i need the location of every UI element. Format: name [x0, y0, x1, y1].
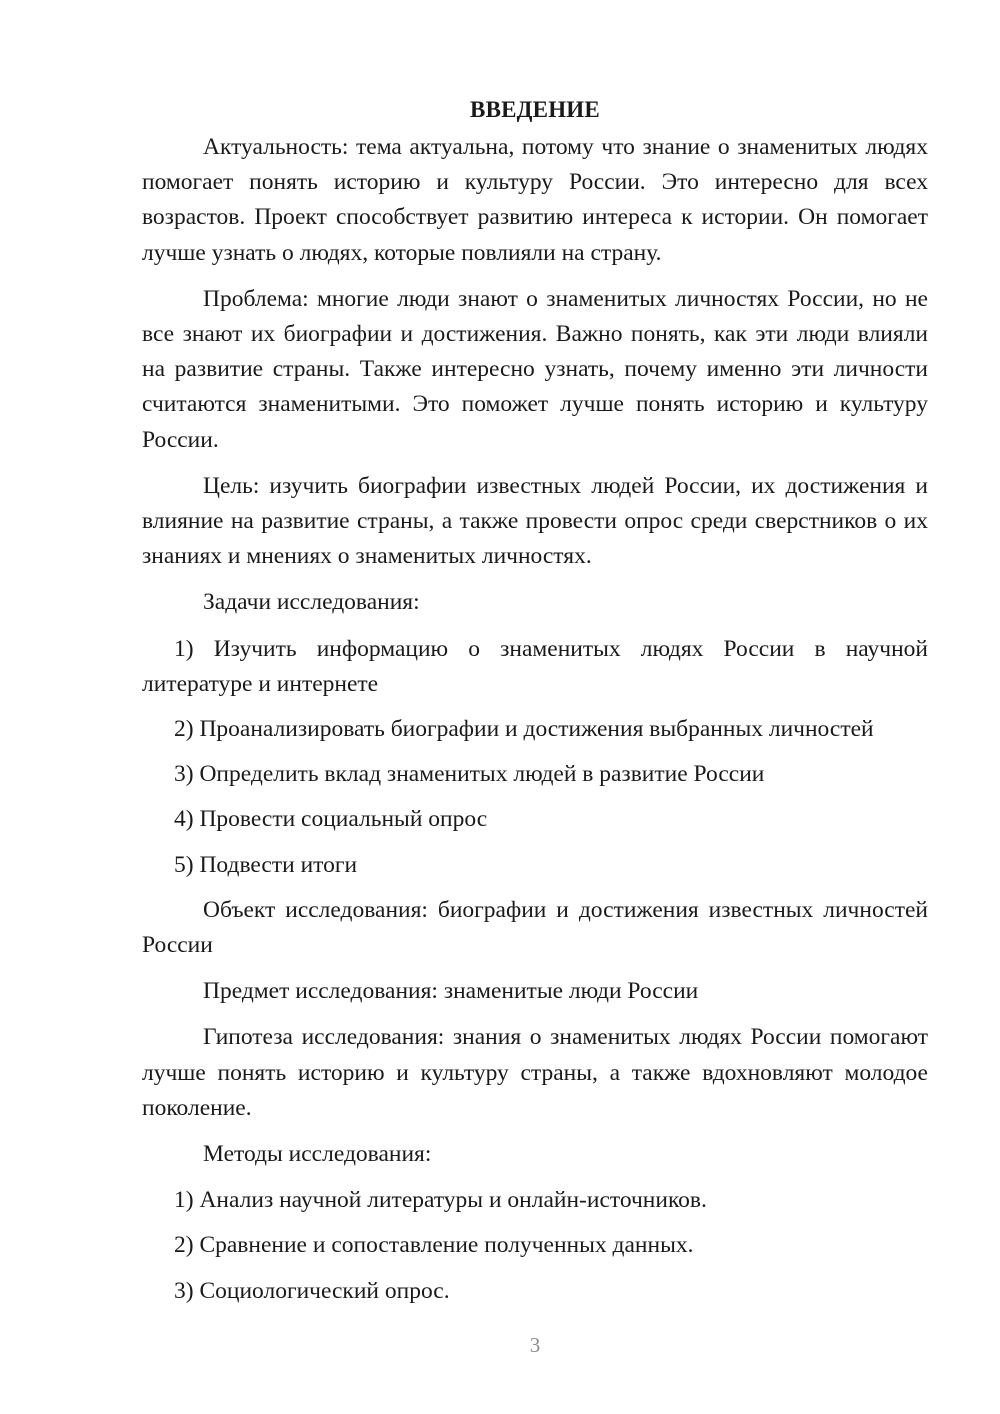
tasks-title: Задачи исследования:	[203, 589, 420, 616]
methods-title: Методы исследования:	[203, 1141, 432, 1168]
task-item-2: 2) Проанализировать биографии и достижения выбранных личностей	[174, 716, 874, 743]
method-item-3: 3) Социологический опрос.	[174, 1277, 450, 1304]
problem-paragraph: Проблема: многие люди знают о знаменитых личностях России, но не все знают их биографии и достижения. Важно понять, как эти люди влияли на развитие страны. Также интересно узнать, почему именно эти личности считаются знаменитыми. Это поможет лучше понять историю и культуру России.	[142, 285, 928, 453]
page-number: 3	[529, 1333, 541, 1357]
object-paragraph: Объект исследования: биографии и достижения известных личностей России	[142, 896, 928, 959]
page-title: ВВЕДЕНИЕ	[470, 97, 600, 122]
method-item-1: 1) Анализ научной литературы и онлайн-источников.	[174, 1187, 707, 1214]
goal-paragraph: Цель: изучить биографии известных людей России, их достижения и влияние на развитие страны, а также провести опрос среди сверстников о их знаниях и мнениях о знаменитых личностях.	[142, 472, 928, 570]
hypothesis-paragraph: Гипотеза исследования: знания о знаменитых людях России помогают лучше понять историю и культуру страны, а также вдохновляют молодое поколение.	[142, 1024, 928, 1121]
task-item-4: 4) Провести социальный опрос	[174, 806, 488, 833]
relevance-paragraph: Актуальность: тема актуальна, потому что знание о знаменитых людях помогает понять историю и культуру России. Это интересно для всех возрастов. Проект способствует развитию интереса к истории. Он помогает лучше узнать о людях, которые повлияли на страну.	[142, 134, 928, 266]
document-page	[142, 92, 928, 1319]
task-item-5: 5) Подвести итоги	[174, 851, 358, 878]
task-item-1: 1) Изучить информацию о знаменитых людях России в научной литературе и интернете	[142, 635, 928, 697]
method-item-2: 2) Сравнение и сопоставление полученных данных.	[174, 1232, 694, 1259]
task-item-3: 3) Определить вклад знаменитых людей в развитие России	[174, 761, 765, 788]
subject-paragraph: Предмет исследования: знаменитые люди России	[203, 978, 699, 1005]
